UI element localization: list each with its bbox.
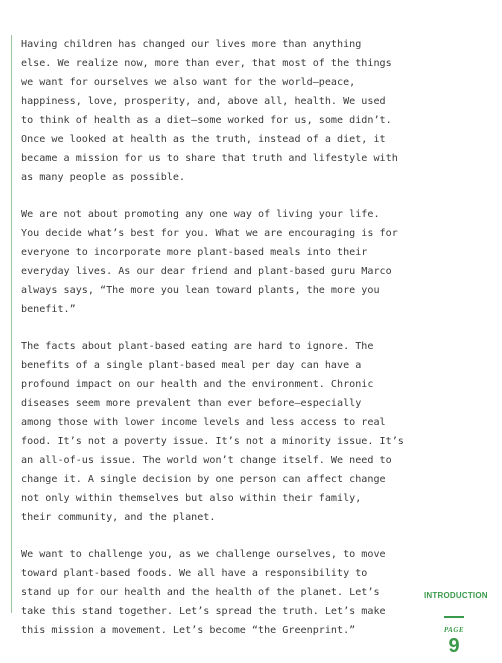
section-divider — [444, 616, 464, 618]
text-line: happiness, love, prosperity, and, above all, health. We used — [21, 96, 386, 107]
text-line: their community, and the planet. — [21, 512, 216, 523]
page-number: 9 — [448, 635, 460, 657]
text-line: an all-of-us issue. The world won’t change itself. We need to — [21, 455, 392, 466]
text-line: change it. A single decision by one person can affect change — [21, 474, 386, 485]
text-line: stand up for our health and the health of the planet. Let’s — [21, 587, 380, 598]
text-line: toward plant-based foods. We all have a responsibility to — [21, 568, 368, 579]
text-line: We are not about promoting any one way of living your life. — [21, 209, 380, 220]
paragraph-1 — [21, 35, 411, 187]
text-line: profound impact on our health and the environment. Chronic — [21, 379, 374, 390]
body-text-column — [11, 35, 411, 636]
page-label: PAGE — [443, 626, 465, 634]
text-line: benefit.” — [21, 304, 76, 315]
text-line: this mission a movement. Let’s become “the Greenprint.” — [21, 625, 356, 636]
text-line: benefits of a single plant-based meal per day can have a — [21, 360, 362, 371]
text-line: not only within themselves but also within their family, — [21, 493, 362, 504]
text-line: Once we looked at health as the truth, instead of a diet, it — [21, 134, 386, 145]
paragraph-2 — [21, 205, 411, 319]
text-line: diseases seem more prevalent than ever before—especially — [21, 398, 362, 409]
text-line: The facts about plant-based eating are hard to ignore. The — [21, 341, 374, 352]
text-line: everyday lives. As our dear friend and plant-based guru Marco — [21, 266, 392, 277]
text-line: You decide what’s best for you. What we are encouraging is for — [21, 228, 398, 239]
text-line: food. It’s not a poverty issue. It’s not a minority issue. It’s — [21, 436, 404, 447]
paragraph-4 — [21, 545, 411, 640]
text-line: as many people as possible. — [21, 172, 186, 183]
text-line: among those with lower income levels and less access to real — [21, 417, 386, 428]
section-label: INTRODUCTION — [424, 591, 488, 600]
text-line: Having children has changed our lives more than anything — [21, 39, 362, 50]
text-line: became a mission for us to share that truth and lifestyle with — [21, 153, 398, 164]
text-line: take this stand together. Let’s spread the truth. Let’s make — [21, 606, 386, 617]
text-line: we want for ourselves we also want for the world—peace, — [21, 77, 356, 88]
text-line: always says, “The more you lean toward plants, the more you — [21, 285, 380, 296]
text-line: everyone to incorporate more plant-based meals into their — [21, 247, 368, 258]
text-line: We want to challenge you, as we challenge ourselves, to move — [21, 549, 386, 560]
paragraph-3 — [21, 337, 411, 527]
text-line: to think of health as a diet—some worked for us, some didn’t. — [21, 115, 392, 126]
text-line: else. We realize now, more than ever, that most of the things — [21, 58, 392, 69]
